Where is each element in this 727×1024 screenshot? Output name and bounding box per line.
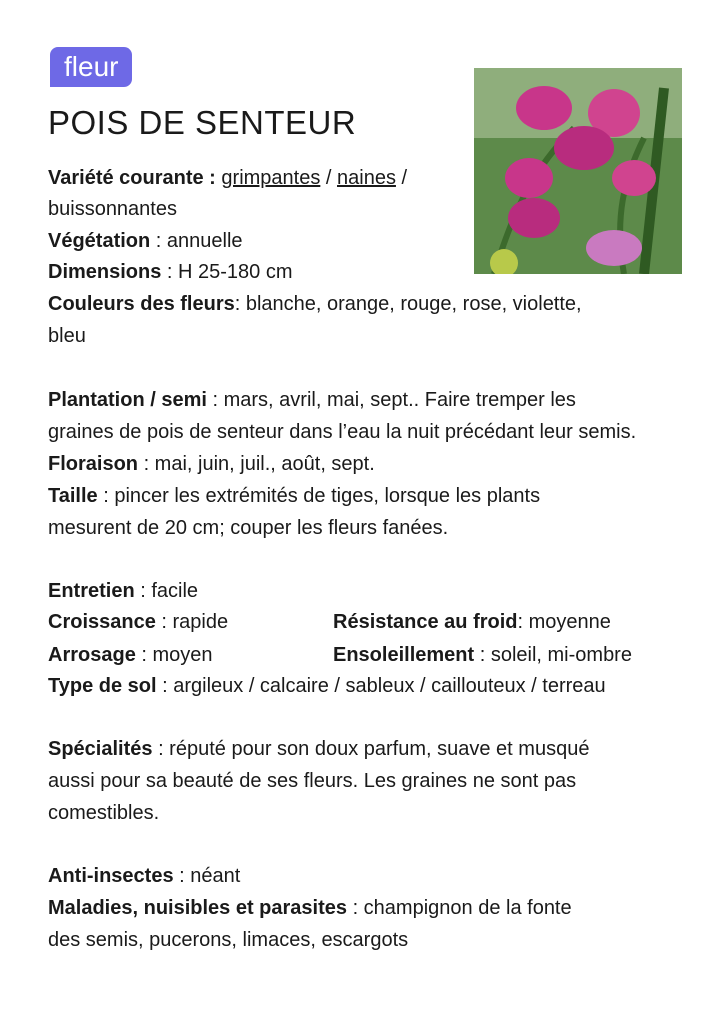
croissance-value: : rapide: [155, 611, 229, 633]
ensoleillement-label: Ensoleillement: [333, 644, 475, 666]
arrosage-row: [48, 639, 213, 671]
variete-naines-link[interactable]: naines: [337, 167, 396, 189]
variete-row: [48, 162, 407, 194]
anti-insectes-label: Anti-insectes: [48, 865, 174, 887]
resistance-value: : moyenne: [517, 611, 611, 633]
couleurs-value: : blanche, orange, rouge, rose, violette,: [234, 293, 582, 315]
maladies-continuation: des semis, pucerons, limaces, escargots: [48, 929, 409, 951]
vegetation-value: : annuelle: [150, 230, 243, 252]
plantation-continuation: graines de pois de senteur dans l’eau la nuit précédant leur semis.: [48, 421, 637, 443]
croissance-row: [48, 606, 228, 638]
floraison-row: [48, 448, 375, 480]
variete-continuation: buissonnantes: [48, 198, 177, 220]
separator: /: [320, 167, 338, 189]
vegetation-row: [48, 225, 243, 257]
specialites-label: Spécialités: [48, 738, 153, 760]
anti-insectes-value: : néant: [173, 865, 241, 887]
sol-row: [48, 670, 606, 702]
specialites-continuation: aussi pour sa beauté de ses fleurs. Les graines ne sont pas: [48, 770, 577, 792]
arrosage-value: : moyen: [135, 644, 213, 666]
sol-value: : argileux / calcaire / sableux / caillouteux / terreau: [156, 675, 606, 697]
variete-grimpantes-link[interactable]: grimpantes: [221, 167, 321, 189]
specialites-continuation-2: comestibles.: [48, 802, 160, 824]
dimensions-value: : H 25-180 cm: [161, 261, 293, 283]
maladies-label: Maladies, nuisibles et parasites: [48, 897, 348, 919]
plantation-row: [48, 384, 576, 416]
maladies-value: : champignon de la fonte: [347, 897, 572, 919]
sol-label: Type de sol: [48, 675, 157, 697]
taille-continuation: mesurent de 20 cm; couper les fleurs fanées.: [48, 517, 449, 539]
entretien-value: : facile: [134, 580, 199, 602]
couleurs-continuation: bleu: [48, 325, 86, 347]
arrosage-label: Arrosage: [48, 644, 136, 666]
taille-row: [48, 480, 540, 512]
ensoleillement-row: [333, 639, 632, 671]
separator: /: [395, 167, 408, 189]
plantation-label: Plantation / semi: [48, 389, 207, 411]
couleurs-label: Couleurs des fleurs: [48, 293, 235, 315]
dimensions-row: [48, 256, 293, 288]
ensoleillement-value: : soleil, mi-ombre: [474, 644, 632, 666]
entretien-label: Entretien: [48, 580, 135, 602]
floraison-value: : mai, juin, juil., août, sept.: [138, 453, 375, 475]
vegetation-label: Végétation: [48, 230, 151, 252]
specialites-value: : réputé pour son doux parfum, suave et musqué: [152, 738, 590, 760]
taille-label: Taille: [48, 485, 98, 507]
entretien-row: [48, 575, 198, 607]
dimensions-label: Dimensions: [48, 261, 162, 283]
resistance-label: Résistance au froid: [333, 611, 518, 633]
resistance-row: [333, 606, 611, 638]
taille-value: : pincer les extrémités de tiges, lorsque les plants: [97, 485, 541, 507]
category-badge: fleur: [50, 47, 132, 87]
croissance-label: Croissance: [48, 611, 156, 633]
page-title: POIS DE SENTEUR: [48, 104, 357, 141]
plantation-value: : mars, avril, mai, sept.. Faire tremper les: [206, 389, 576, 411]
maladies-row: [48, 892, 572, 924]
specialites-row: [48, 733, 589, 765]
couleurs-row: [48, 288, 582, 320]
floraison-label: Floraison: [48, 453, 139, 475]
variete-label: Variété courante :: [48, 167, 216, 189]
anti-insectes-row: [48, 860, 240, 892]
flower-photo: [474, 68, 682, 274]
